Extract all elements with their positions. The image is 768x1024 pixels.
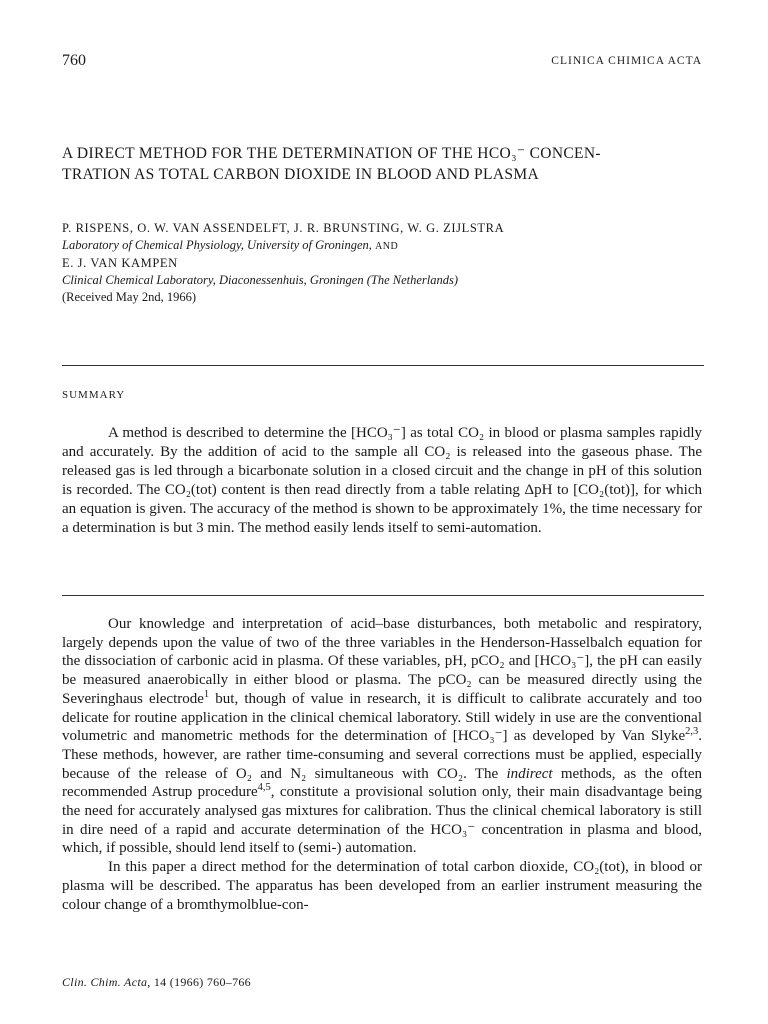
authors-group-1: P. RISPENS, O. W. VAN ASSENDELFT, J. R. BRUNSTING, W. G. ZIJLSTRA <box>62 221 505 235</box>
body-text <box>62 615 702 914</box>
title-line-2: TRATION AS TOTAL CARBON DIOXIDE IN BLOOD AND PLASMA <box>62 166 540 183</box>
footer-journal: Clin. Chim. Acta, <box>62 975 151 989</box>
title-line-1: A DIRECT METHOD FOR THE DETERMINATION OF THE HCO₃⁻ CONCEN- <box>62 145 601 162</box>
para1-part-a: Our knowledge and interpretation of acid–base disturbances, both metabolic and respiratory, largely depends upon the value of two of the three variables in the Henderson-Hasselbalch equation for the dissociation of carbonic acid in plasma. Of these variables, pH, pCO₂ and [HCO₃⁻], the pH can easily be measured anaerobically in either blood or plasma. The pCO₂ can be measured directly using the Severinghaus electrode <box>62 616 702 707</box>
reference-2: 2,3 <box>685 726 699 738</box>
summary-text: A method is described to determine the [HCO₃⁻] as total CO₂ in blood or plasma samples rapidly and accurately. By the addition of acid to the sample all CO₂ is released into the gaseous phase. The released gas is led through a bicarbonate solution in a closed circuit and the change in pH of this solution is recorded. The CO₂(tot) content is then read directly from a table relating ΔpH to [CO₂(tot)], for which an equation is given. The accuracy of the method is shown to be approximately 1%, the time necessary for a determination is but 3 min. The method easily lends itself to semi-automation. <box>62 425 702 536</box>
summary-heading: SUMMARY <box>62 389 126 401</box>
para1-part-b: but, though of value in research, it is difficult to calibrate accurately and too delicate for routine application in the clinical chemical laboratory. Still widely in use are the conventional volumetric and manometric methods for the determination of [HCO₃⁻] as developed by Van Slyke <box>62 690 702 745</box>
authors-group-2: E. J. VAN KAMPEN <box>62 256 178 270</box>
and-word: AND <box>375 241 399 252</box>
body-paragraph-2: In this paper a direct method for the determination of total carbon dioxide, CO₂(tot), in blood or plasma will be described. The apparatus has been developed from an earlier instrument measuring the colour change of a bromthymolblue-con- <box>62 859 702 913</box>
footer-citation <box>62 975 251 990</box>
para1-part-c: . These methods, however, are rather time-consuming and several corrections must be applied, especially because of the release of O₂ and N₂ simultaneous with CO₂. The <box>62 728 702 782</box>
received-date: (Received May 2nd, 1966) <box>62 290 196 304</box>
reference-1: 1 <box>203 688 210 700</box>
para1-part-e: , constitute a provisional solution only, their main disadvantage being the need for accurately analysed gas mixtures for calibration. Thus the clinical chemical laboratory is still in dire need of a rapid and accurate determination of the HCO₃⁻ concentration in plasma and blood, which, if possible, should lend itself to (semi-) automation. <box>62 784 702 857</box>
affiliation-2: Clinical Chemical Laboratory, Diaconessenhuis, Groningen (The Netherlands) <box>62 273 459 287</box>
page-number: 760 <box>62 52 86 69</box>
divider-top <box>62 365 704 366</box>
divider-bottom <box>62 595 704 596</box>
article-title <box>62 143 708 185</box>
indirect-emphasis: indirect <box>506 765 553 782</box>
journal-name: CLINICA CHIMICA ACTA <box>551 55 702 67</box>
footer-volume: 14 (1966) 760–766 <box>153 975 251 989</box>
reference-3: 4,5 <box>257 782 271 794</box>
author-block <box>62 220 708 306</box>
affiliation-1-text: Laboratory of Chemical Physiology, University of Groningen, <box>62 238 372 252</box>
affiliation-1 <box>62 237 708 255</box>
body-paragraph-1 <box>62 615 702 858</box>
para1-part-d: methods, as the often recommended Astrup procedure <box>62 765 702 801</box>
